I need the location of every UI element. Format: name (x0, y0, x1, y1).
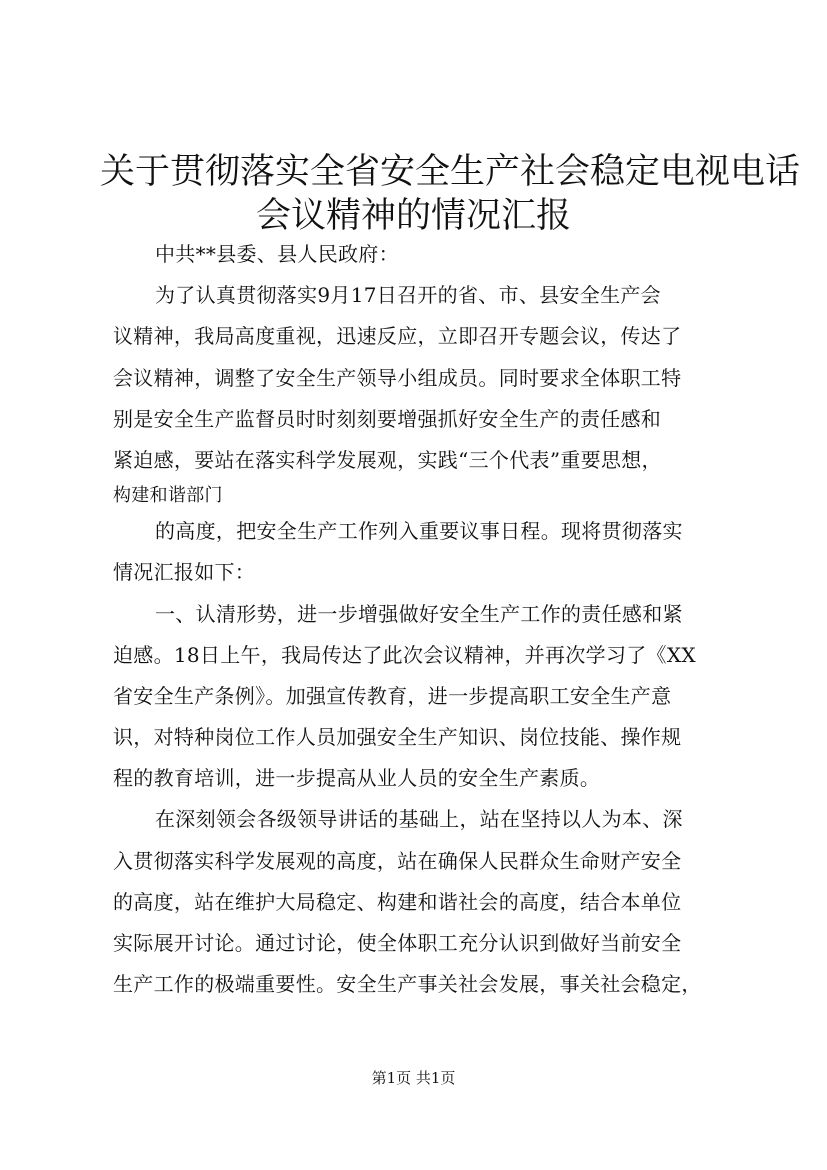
body-line: 别是安全生产监督员时时刻刻要增强抓好安全生产的责任感和 (113, 406, 662, 431)
document-body (113, 234, 728, 1005)
body-line: 在深刻领会各级领导讲话的基础上，站在坚持以人为本、深 (155, 807, 683, 832)
body-line: 会议精神，调整了安全生产领导小组成员。同时要求全体职工特 (113, 365, 682, 390)
title-line-2: 会议精神的情况汇报 (255, 196, 571, 236)
body-line: 入贯彻落实科学发展观的高度，站在确保人民群众生命财产安全 (113, 848, 682, 873)
body-line: 的高度，把安全生产工作列入重要议事日程。现将贯彻落实 (155, 519, 683, 544)
salutation: 中共**县委、县人民政府： (155, 242, 399, 266)
body-line: 构建和谐部门 (113, 485, 223, 507)
title-line-1: 关于贯彻落实全省安全生产社会稳定电视电话 (100, 152, 801, 192)
body-line: 议精神，我局高度重视，迅速反应，立即召开专题会议，传达了 (113, 324, 682, 349)
body-line: 实际展开讨论。通过讨论，使全体职工充分认识到做好当前安全 (113, 931, 682, 955)
body-line: 情况汇报如下： (113, 560, 256, 585)
body-line: 生产工作的极端重要性。安全生产事关社会发展，事关社会稳定， (113, 972, 702, 997)
body-line: 省安全生产条例》。加强宣传教育，进一步提高职工安全生产意 (113, 683, 672, 708)
page-footer: 第1页 共1页 (371, 1069, 456, 1087)
body-line: 一、认清形势，进一步增强做好安全生产工作的责任感和紧 (155, 601, 683, 626)
body-line: 程的教育培训，进一步提高从业人员的安全生产素质。 (113, 766, 601, 791)
body-line: 为了认真贯彻落实9月17日召开的省、市、县安全生产会 (155, 283, 661, 308)
body-line: 紧迫感，要站在落实科学发展观，实践“三个代表”重要思想， (113, 447, 662, 472)
document-title (100, 150, 801, 238)
body-line: 迫感。18日上午，我局传达了此次会议精神，并再次学习了《XX (113, 642, 696, 667)
body-line: 的高度，站在维护大局稳定、构建和谐社会的高度，结合本单位 (113, 889, 682, 914)
body-line: 识，对特种岗位工作人员加强安全生产知识、岗位技能、操作规 (113, 725, 682, 750)
